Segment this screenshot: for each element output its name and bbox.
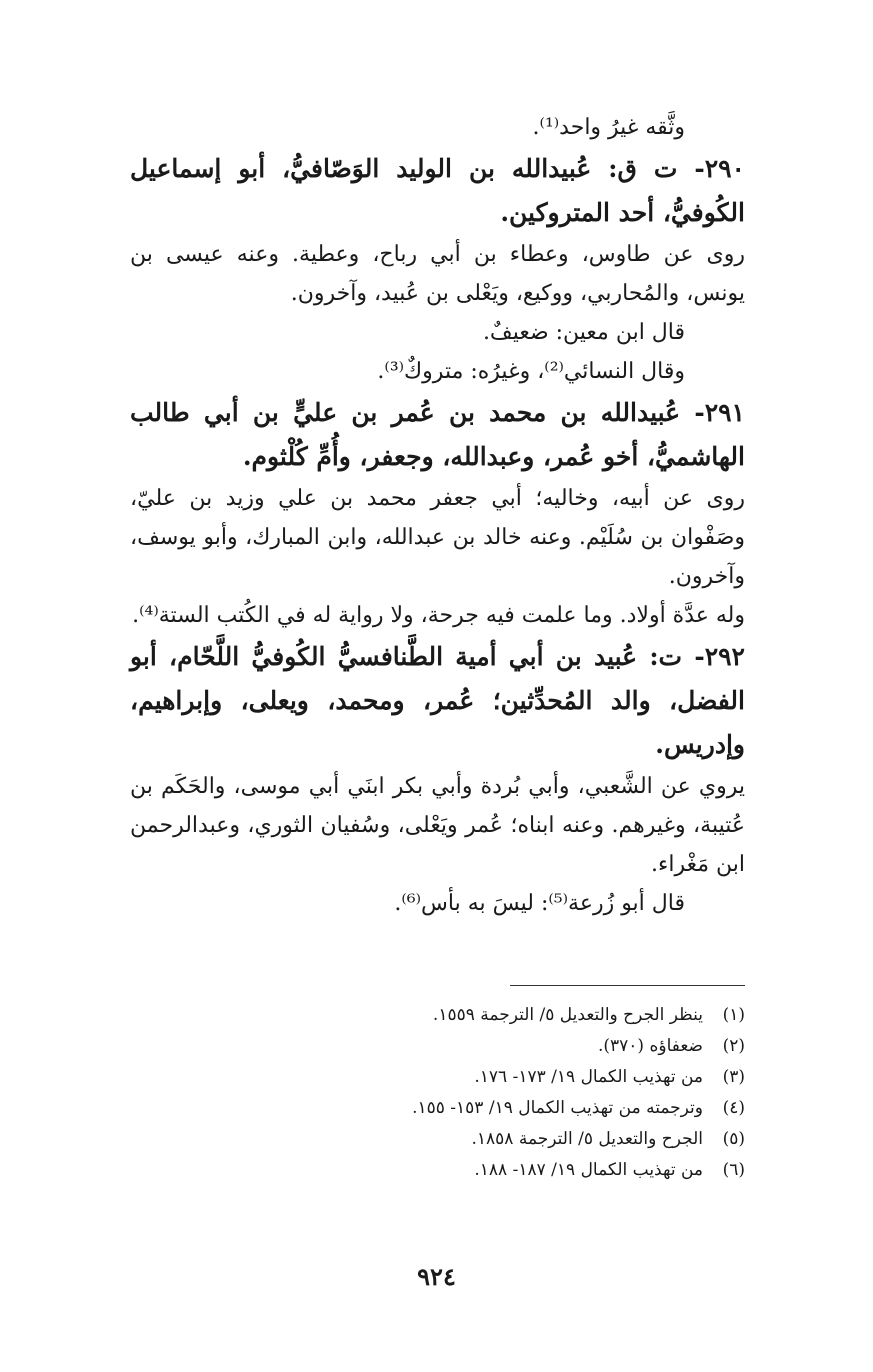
entry-heading-292: ٢٩٢- ت: عُبيد بن أبي أمية الطَّنافسيُّ الكُوفيُّ اللَّحّام، أبو الفضل، والد المُحدِّثين؛ عُمر، ومحمد، ويعلى، وإبراهيم، وإدريس. xyxy=(130,642,745,759)
footnote-text: ضعفاؤه (٣٧٠). xyxy=(597,1036,703,1056)
footnote-item xyxy=(130,1062,745,1093)
footnote-separator xyxy=(510,985,745,986)
footnote-text: وترجمته من تهذيب الكمال ١٩/ ١٥٣- ١٥٥. xyxy=(412,1098,703,1118)
main-text xyxy=(130,108,745,923)
footnote-item xyxy=(130,1093,745,1124)
paragraph-abu-zura: قال أبو زُرعة⁽⁵⁾: ليسَ به بأس⁽⁶⁾. xyxy=(394,891,685,916)
footnote-text: الجرح والتعديل ٥/ الترجمة ١٨٥٨. xyxy=(471,1129,703,1149)
footnote-text: ينظر الجرح والتعديل ٥/ الترجمة ١٥٥٩. xyxy=(432,1005,703,1025)
footnote-number: (٣) xyxy=(722,1067,745,1087)
paragraph-riwaya-291: روى عن أبيه، وخاليه؛ أبي جعفر محمد بن علي وزيد بن عليّ، وصَفْوان بن سُلَيْم. وعنه خالد بن عبدالله، وابن المبارك، وأبو يوسف، وآخرون. xyxy=(130,486,745,589)
entry-heading-291: ٢٩١- عُبيدالله بن محمد بن عُمر بن عليٍّ بن أبي طالب الهاشميُّ، أخو عُمر، وعبدالله، وجعفر، وأُمِّ كُلْثوم. xyxy=(130,398,745,471)
footnote-number: (٢) xyxy=(722,1036,745,1056)
paragraph-riwaya-292: يروي عن الشَّعبي، وأبي بُردة وأبي بكر ابنَي أبي موسى، والحَكَم بن عُتيبة، وغيرهم. وعنه ابناه؛ عُمر ويَعْلى، وسُفيان الثوري، وعبدالرحمن ابن مَغْراء. xyxy=(130,774,745,877)
footnote-number: (٦) xyxy=(722,1160,745,1180)
footnote-number: (١) xyxy=(722,1005,745,1025)
footnote-text: من تهذيب الكمال ١٩/ ١٨٧- ١٨٨. xyxy=(474,1160,703,1180)
paragraph-nasai: وقال النسائي⁽²⁾، وغيرُه: متروكٌ⁽³⁾. xyxy=(377,359,685,384)
page-number: ٩٢٤ xyxy=(417,1262,456,1291)
footnote-item xyxy=(130,1124,745,1155)
paragraph-awlad: وله عدَّة أولاد. وما علمت فيه جرحة، ولا رواية له في الكُتب الستة⁽⁴⁾. xyxy=(132,603,745,628)
paragraph-ibn-main: قال ابن معين: ضعيفٌ. xyxy=(482,320,685,345)
paragraph-tawthiq: وثَّقه غيرُ واحد⁽¹⁾. xyxy=(532,115,685,140)
footnotes xyxy=(130,1000,745,1186)
entry-heading-290: ٢٩٠- ت ق: عُبيدالله بن الوليد الوَصّافيُّ، أبو إسماعيل الكُوفيُّ، أحد المتروكين. xyxy=(130,154,745,227)
footnote-number: (٥) xyxy=(722,1129,745,1149)
footnote-number: (٤) xyxy=(722,1098,745,1118)
footnote-item xyxy=(130,1155,745,1186)
footnote-text: من تهذيب الكمال ١٩/ ١٧٣- ١٧٦. xyxy=(474,1067,703,1087)
footnote-item xyxy=(130,1031,745,1062)
footnote-item xyxy=(130,1000,745,1031)
paragraph-riwaya-290: روى عن طاوس، وعطاء بن أبي رباح، وعطية. وعنه عيسى بن يونس، والمُحاربي، ووكيع، ويَعْلى بن عُبيد، وآخرون. xyxy=(130,242,745,306)
